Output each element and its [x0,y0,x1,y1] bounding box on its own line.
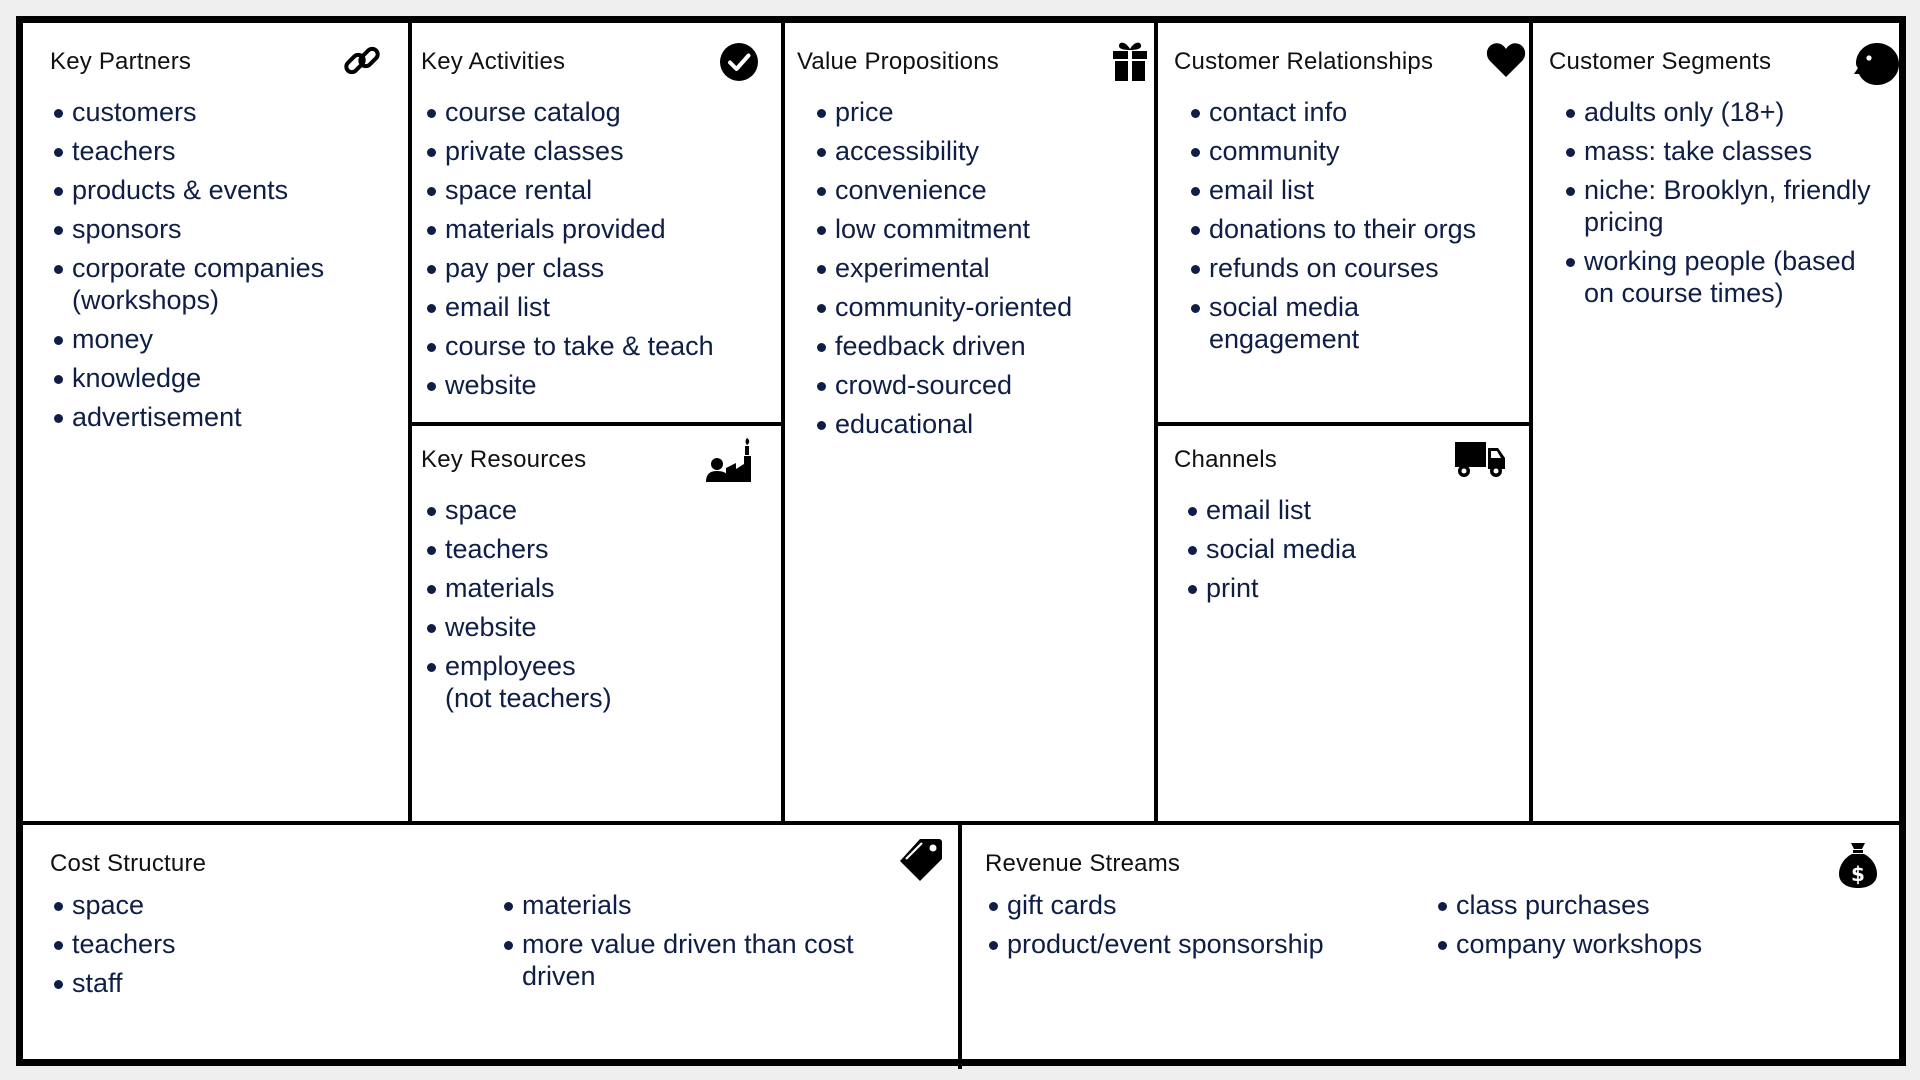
list-item: gift cards [987,889,1407,921]
factory-worker-icon [706,438,756,484]
section-title: Channels [1174,446,1278,473]
list-item: space rental [425,174,765,206]
section-title: Key Activities [421,48,566,75]
list-item: working people (based on course times) [1564,245,1874,309]
cost-structure-list-2 [502,889,862,999]
list-item: money [52,323,372,355]
list-item: space [52,889,352,921]
list-item: print [1186,572,1506,604]
list-item: employees (not teachers) [425,650,625,714]
money-bag-icon [1838,841,1878,889]
gift-icon [1112,40,1148,82]
list-item: course catalog [425,96,765,128]
section-title: Value Propositions [797,48,999,75]
customer-relationships-list [1189,96,1509,362]
revenue-streams-section [962,825,1903,1069]
face-icon [1852,41,1902,87]
list-item: more value driven than cost driven [502,928,862,992]
section-title: Key Partners [50,48,192,75]
list-item: materials [425,572,765,604]
section-title: Key Resources [421,446,587,473]
list-item: contact info [1189,96,1509,128]
checkmark-icon [719,42,759,82]
list-item: experimental [815,252,1145,284]
link-icon [341,40,383,82]
channels-section [1158,426,1529,821]
list-item: website [425,611,765,643]
list-item: social media [1186,533,1506,565]
key-activities-section [412,23,781,422]
list-item: sponsors [52,213,372,245]
value-propositions-section [785,23,1154,821]
list-item: accessibility [815,135,1145,167]
list-item: feedback driven [815,330,1145,362]
list-item: social media engagement [1189,291,1379,355]
revenue-streams-list-2 [1436,889,1836,967]
list-item: space [425,494,765,526]
key-partners-list [52,96,372,440]
cost-structure-list-1 [52,889,352,1006]
section-title: Revenue Streams [985,850,1181,877]
list-item: customers [52,96,372,128]
list-item: email list [1189,174,1509,206]
list-item: community-oriented [815,291,1145,323]
price-tag-icon [900,837,944,881]
list-item: materials [502,889,862,921]
section-title: Customer Relationships [1174,48,1434,75]
section-title: Cost Structure [50,850,207,877]
list-item: company workshops [1436,928,1836,960]
list-item: teachers [52,135,372,167]
list-item: teachers [425,533,765,565]
key-resources-list [425,494,765,721]
key-resources-section [412,426,781,821]
customer-segments-list [1564,96,1879,316]
list-item: course to take & teach [425,330,765,362]
revenue-streams-list-1 [987,889,1407,967]
key-partners-section [23,23,408,821]
list-item: class purchases [1436,889,1836,921]
list-item: pay per class [425,252,765,284]
list-item: price [815,96,1145,128]
list-item: products & events [52,174,372,206]
list-item: community [1189,135,1509,167]
list-item: refunds on courses [1189,252,1509,284]
list-item: email list [425,291,765,323]
list-item: niche: Brooklyn, friendly pricing [1564,174,1879,238]
list-item: website [425,369,765,401]
key-activities-list [425,96,765,408]
list-item: corporate companies (workshops) [52,252,372,316]
channels-list [1186,494,1506,611]
list-item: low commitment [815,213,1145,245]
list-item: knowledge [52,362,372,394]
svg-text:$: $ [1851,862,1865,886]
truck-icon [1455,442,1507,478]
section-title: Customer Segments [1549,48,1772,75]
heart-icon [1486,42,1526,78]
list-item: convenience [815,174,1145,206]
customer-segments-section [1533,23,1903,821]
value-propositions-list [815,96,1145,447]
list-item: donations to their orgs [1189,213,1509,245]
cost-structure-section [23,825,958,1069]
list-item: materials provided [425,213,765,245]
list-item: product/event sponsorship [987,928,1407,960]
list-item: mass: take classes [1564,135,1879,167]
list-item: educational [815,408,1145,440]
customer-relationships-section [1158,23,1529,422]
list-item: private classes [425,135,765,167]
list-item: email list [1186,494,1506,526]
list-item: advertisement [52,401,372,433]
list-item: adults only (18+) [1564,96,1879,128]
business-model-canvas [16,16,1906,1066]
list-item: crowd-sourced [815,369,1145,401]
list-item: staff [52,967,352,999]
list-item: teachers [52,928,352,960]
